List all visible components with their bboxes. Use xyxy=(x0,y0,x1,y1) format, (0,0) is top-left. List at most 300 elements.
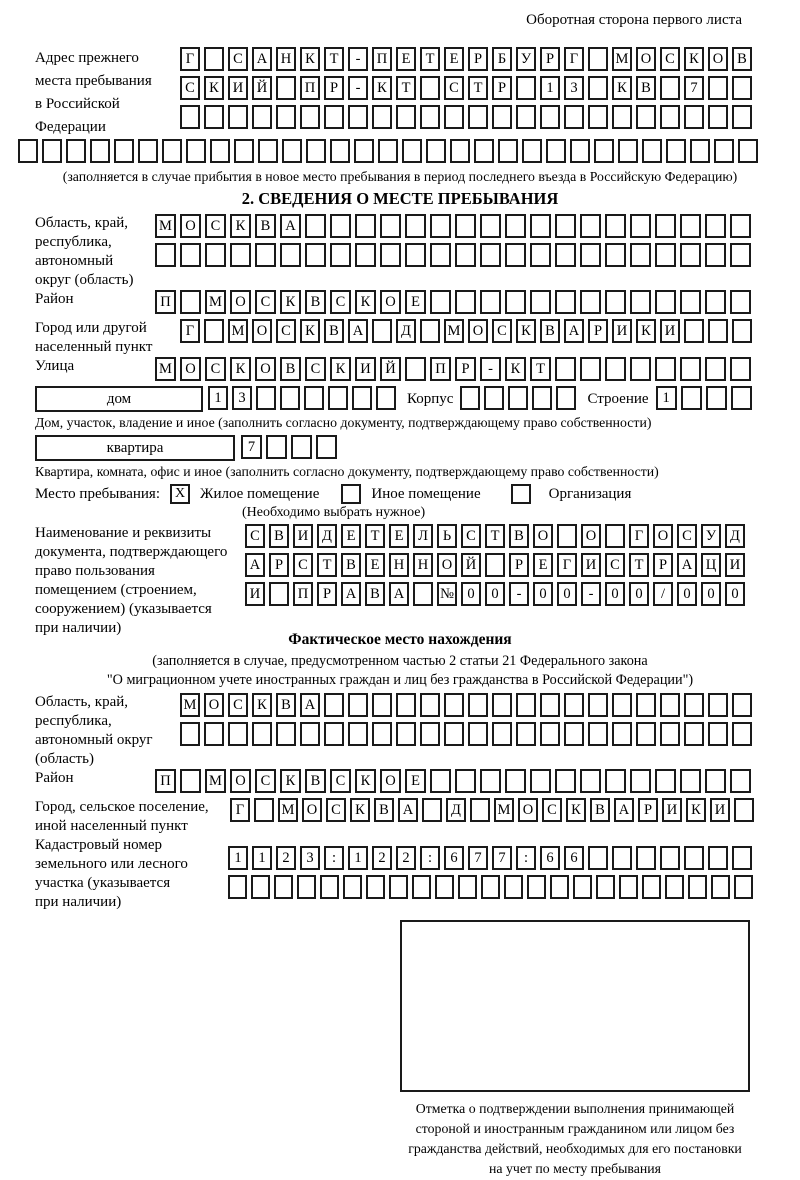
char-cell[interactable]: К xyxy=(636,319,656,343)
char-cell[interactable] xyxy=(180,243,201,267)
char-cell[interactable] xyxy=(612,693,632,717)
char-cell[interactable]: Т xyxy=(324,47,344,71)
char-cell[interactable] xyxy=(372,319,392,343)
char-cell[interactable] xyxy=(276,722,296,746)
char-cell[interactable] xyxy=(570,139,590,163)
char-cell[interactable]: С xyxy=(660,47,680,71)
char-cell[interactable] xyxy=(630,214,651,238)
char-cell[interactable] xyxy=(684,319,704,343)
char-cell[interactable]: 7 xyxy=(241,435,262,459)
char-cell[interactable] xyxy=(711,875,730,899)
char-cell[interactable] xyxy=(210,139,230,163)
char-cell[interactable] xyxy=(705,214,726,238)
char-cell[interactable]: С xyxy=(228,47,248,71)
char-cell[interactable]: Е xyxy=(533,553,553,577)
char-cell[interactable]: К xyxy=(505,357,526,381)
char-cell[interactable]: Д xyxy=(317,524,337,548)
char-cell[interactable]: С xyxy=(326,798,346,822)
char-cell[interactable]: О xyxy=(518,798,538,822)
char-cell[interactable]: 6 xyxy=(540,846,560,870)
char-cell[interactable]: У xyxy=(701,524,721,548)
char-cell[interactable] xyxy=(708,76,728,100)
char-cell[interactable] xyxy=(372,722,392,746)
char-cell[interactable] xyxy=(396,722,416,746)
char-cell[interactable]: 0 xyxy=(557,582,577,606)
checkbox-organizaciya[interactable] xyxy=(511,484,531,504)
char-cell[interactable] xyxy=(280,243,301,267)
char-cell[interactable] xyxy=(234,139,254,163)
char-cell[interactable] xyxy=(680,214,701,238)
char-cell[interactable] xyxy=(684,846,704,870)
char-cell[interactable]: Г xyxy=(180,319,200,343)
char-cell[interactable] xyxy=(422,798,442,822)
char-cell[interactable] xyxy=(480,290,501,314)
char-cell[interactable] xyxy=(680,290,701,314)
char-cell[interactable]: К xyxy=(300,47,320,71)
char-cell[interactable]: Й xyxy=(380,357,401,381)
char-cell[interactable]: - xyxy=(581,582,601,606)
char-cell[interactable]: К xyxy=(686,798,706,822)
char-cell[interactable] xyxy=(266,435,287,459)
char-cell[interactable] xyxy=(155,243,176,267)
char-cell[interactable] xyxy=(714,139,734,163)
char-cell[interactable]: А xyxy=(341,582,361,606)
char-cell[interactable] xyxy=(204,47,224,71)
char-cell[interactable]: С xyxy=(255,769,276,793)
char-cell[interactable]: Р xyxy=(468,47,488,71)
char-cell[interactable] xyxy=(706,386,727,410)
char-cell[interactable] xyxy=(655,357,676,381)
char-cell[interactable] xyxy=(324,722,344,746)
char-cell[interactable] xyxy=(684,722,704,746)
char-cell[interactable] xyxy=(274,875,293,899)
char-cell[interactable] xyxy=(665,875,684,899)
char-cell[interactable]: М xyxy=(155,357,176,381)
char-cell[interactable] xyxy=(435,875,454,899)
char-cell[interactable] xyxy=(681,386,702,410)
char-cell[interactable] xyxy=(564,722,584,746)
char-cell[interactable] xyxy=(276,76,296,100)
char-cell[interactable]: С xyxy=(245,524,265,548)
char-cell[interactable]: Т xyxy=(365,524,385,548)
char-cell[interactable] xyxy=(430,214,451,238)
char-cell[interactable]: М xyxy=(205,290,226,314)
char-cell[interactable] xyxy=(630,290,651,314)
char-cell[interactable] xyxy=(180,769,201,793)
char-cell[interactable] xyxy=(282,139,302,163)
char-cell[interactable]: Т xyxy=(396,76,416,100)
char-cell[interactable]: 0 xyxy=(533,582,553,606)
char-cell[interactable] xyxy=(444,693,464,717)
char-cell[interactable]: Т xyxy=(530,357,551,381)
char-cell[interactable] xyxy=(485,553,505,577)
char-cell[interactable] xyxy=(619,875,638,899)
char-cell[interactable]: В xyxy=(636,76,656,100)
char-cell[interactable] xyxy=(588,105,608,129)
char-cell[interactable]: О xyxy=(204,693,224,717)
char-cell[interactable]: № xyxy=(437,582,457,606)
char-cell[interactable] xyxy=(254,798,274,822)
char-cell[interactable]: К xyxy=(350,798,370,822)
char-cell[interactable]: Г xyxy=(564,47,584,71)
char-cell[interactable] xyxy=(228,875,247,899)
char-cell[interactable] xyxy=(455,243,476,267)
char-cell[interactable] xyxy=(162,139,182,163)
char-cell[interactable] xyxy=(180,290,201,314)
char-cell[interactable] xyxy=(396,693,416,717)
char-cell[interactable]: И xyxy=(355,357,376,381)
char-cell[interactable]: В xyxy=(280,357,301,381)
char-cell[interactable] xyxy=(492,105,512,129)
char-cell[interactable] xyxy=(705,357,726,381)
char-cell[interactable]: 3 xyxy=(300,846,320,870)
char-cell[interactable] xyxy=(660,76,680,100)
char-cell[interactable] xyxy=(546,139,566,163)
char-cell[interactable]: А xyxy=(389,582,409,606)
char-cell[interactable] xyxy=(732,319,752,343)
char-cell[interactable] xyxy=(420,319,440,343)
char-cell[interactable] xyxy=(291,435,312,459)
char-cell[interactable] xyxy=(556,386,576,410)
char-cell[interactable] xyxy=(688,875,707,899)
char-cell[interactable] xyxy=(660,722,680,746)
char-cell[interactable] xyxy=(636,722,656,746)
char-cell[interactable]: 2 xyxy=(372,846,392,870)
char-cell[interactable]: / xyxy=(653,582,673,606)
char-cell[interactable]: А xyxy=(300,693,320,717)
char-cell[interactable] xyxy=(732,846,752,870)
char-cell[interactable] xyxy=(269,582,289,606)
char-cell[interactable] xyxy=(468,105,488,129)
char-cell[interactable]: 3 xyxy=(564,76,584,100)
char-cell[interactable]: С xyxy=(444,76,464,100)
char-cell[interactable]: : xyxy=(324,846,344,870)
char-cell[interactable]: Р xyxy=(324,76,344,100)
char-cell[interactable]: О xyxy=(468,319,488,343)
char-cell[interactable]: А xyxy=(245,553,265,577)
char-cell[interactable]: 0 xyxy=(485,582,505,606)
char-cell[interactable]: А xyxy=(252,47,272,71)
char-cell[interactable]: 1 xyxy=(348,846,368,870)
char-cell[interactable]: 1 xyxy=(656,386,677,410)
char-cell[interactable]: Н xyxy=(276,47,296,71)
char-cell[interactable] xyxy=(564,105,584,129)
char-cell[interactable] xyxy=(256,386,276,410)
char-cell[interactable] xyxy=(484,386,504,410)
char-cell[interactable] xyxy=(734,798,754,822)
char-cell[interactable]: В xyxy=(341,553,361,577)
char-cell[interactable]: И xyxy=(725,553,745,577)
char-cell[interactable] xyxy=(355,214,376,238)
char-cell[interactable]: В xyxy=(324,319,344,343)
char-cell[interactable]: В xyxy=(269,524,289,548)
char-cell[interactable]: К xyxy=(330,357,351,381)
char-cell[interactable] xyxy=(304,386,324,410)
char-cell[interactable]: - xyxy=(509,582,529,606)
char-cell[interactable]: О xyxy=(180,214,201,238)
char-cell[interactable]: К xyxy=(280,769,301,793)
char-cell[interactable]: 1 xyxy=(252,846,272,870)
char-cell[interactable] xyxy=(348,722,368,746)
char-cell[interactable]: Р xyxy=(492,76,512,100)
char-cell[interactable]: Н xyxy=(389,553,409,577)
char-cell[interactable] xyxy=(555,357,576,381)
char-cell[interactable] xyxy=(555,214,576,238)
char-cell[interactable] xyxy=(348,693,368,717)
char-cell[interactable] xyxy=(474,139,494,163)
char-cell[interactable] xyxy=(588,47,608,71)
char-cell[interactable] xyxy=(405,243,426,267)
char-cell[interactable] xyxy=(505,214,526,238)
char-cell[interactable] xyxy=(564,693,584,717)
char-cell[interactable]: О xyxy=(302,798,322,822)
char-cell[interactable] xyxy=(205,243,226,267)
char-cell[interactable]: Г xyxy=(629,524,649,548)
char-cell[interactable] xyxy=(330,139,350,163)
char-cell[interactable]: П xyxy=(155,290,176,314)
char-cell[interactable]: С xyxy=(542,798,562,822)
char-cell[interactable] xyxy=(708,105,728,129)
char-cell[interactable]: К xyxy=(355,769,376,793)
char-cell[interactable]: 1 xyxy=(540,76,560,100)
char-cell[interactable]: П xyxy=(372,47,392,71)
char-cell[interactable] xyxy=(255,243,276,267)
char-cell[interactable] xyxy=(660,846,680,870)
char-cell[interactable] xyxy=(498,139,518,163)
char-cell[interactable] xyxy=(330,214,351,238)
char-cell[interactable]: М xyxy=(180,693,200,717)
char-cell[interactable]: Ь xyxy=(437,524,457,548)
char-cell[interactable]: Б xyxy=(492,47,512,71)
char-cell[interactable] xyxy=(228,105,248,129)
char-cell[interactable]: С xyxy=(330,290,351,314)
char-cell[interactable] xyxy=(492,722,512,746)
char-cell[interactable]: Е xyxy=(444,47,464,71)
char-cell[interactable] xyxy=(492,693,512,717)
char-cell[interactable] xyxy=(458,875,477,899)
char-cell[interactable] xyxy=(420,105,440,129)
char-cell[interactable]: К xyxy=(684,47,704,71)
char-cell[interactable]: П xyxy=(430,357,451,381)
char-cell[interactable]: И xyxy=(660,319,680,343)
char-cell[interactable] xyxy=(705,769,726,793)
char-cell[interactable]: И xyxy=(581,553,601,577)
char-cell[interactable] xyxy=(324,693,344,717)
char-cell[interactable]: Ц xyxy=(701,553,721,577)
char-cell[interactable] xyxy=(372,693,392,717)
char-cell[interactable] xyxy=(396,105,416,129)
char-cell[interactable] xyxy=(708,693,728,717)
char-cell[interactable]: М xyxy=(444,319,464,343)
char-cell[interactable] xyxy=(630,243,651,267)
char-cell[interactable]: И xyxy=(228,76,248,100)
char-cell[interactable] xyxy=(573,875,592,899)
char-cell[interactable] xyxy=(730,243,751,267)
char-cell[interactable]: М xyxy=(278,798,298,822)
char-cell[interactable] xyxy=(348,105,368,129)
char-cell[interactable]: С xyxy=(293,553,313,577)
char-cell[interactable]: У xyxy=(516,47,536,71)
char-cell[interactable]: К xyxy=(204,76,224,100)
checkbox-zhiloe[interactable]: X xyxy=(170,484,190,504)
char-cell[interactable] xyxy=(642,139,662,163)
char-cell[interactable] xyxy=(468,693,488,717)
char-cell[interactable]: - xyxy=(348,47,368,71)
char-cell[interactable]: К xyxy=(230,357,251,381)
char-cell[interactable]: О xyxy=(230,290,251,314)
char-cell[interactable] xyxy=(580,357,601,381)
char-cell[interactable]: И xyxy=(710,798,730,822)
char-cell[interactable] xyxy=(320,875,339,899)
char-cell[interactable]: Р xyxy=(269,553,289,577)
char-cell[interactable] xyxy=(516,693,536,717)
char-cell[interactable]: О xyxy=(230,769,251,793)
char-cell[interactable] xyxy=(636,105,656,129)
char-cell[interactable] xyxy=(636,693,656,717)
char-cell[interactable]: Т xyxy=(629,553,649,577)
char-cell[interactable] xyxy=(413,582,433,606)
char-cell[interactable]: Е xyxy=(405,290,426,314)
char-cell[interactable]: С xyxy=(180,76,200,100)
char-cell[interactable] xyxy=(470,798,490,822)
char-cell[interactable] xyxy=(642,875,661,899)
char-cell[interactable]: Р xyxy=(455,357,476,381)
char-cell[interactable] xyxy=(372,105,392,129)
char-cell[interactable]: О xyxy=(581,524,601,548)
char-cell[interactable] xyxy=(305,214,326,238)
char-cell[interactable]: А xyxy=(280,214,301,238)
char-cell[interactable] xyxy=(204,319,224,343)
char-cell[interactable] xyxy=(480,769,501,793)
char-cell[interactable] xyxy=(468,722,488,746)
char-cell[interactable] xyxy=(708,319,728,343)
char-cell[interactable] xyxy=(732,693,752,717)
char-cell[interactable] xyxy=(444,105,464,129)
char-cell[interactable] xyxy=(405,214,426,238)
char-cell[interactable] xyxy=(530,290,551,314)
char-cell[interactable] xyxy=(540,722,560,746)
char-cell[interactable]: С xyxy=(492,319,512,343)
char-cell[interactable]: Й xyxy=(461,553,481,577)
char-cell[interactable]: Т xyxy=(485,524,505,548)
char-cell[interactable] xyxy=(412,875,431,899)
char-cell[interactable]: М xyxy=(205,769,226,793)
char-cell[interactable] xyxy=(228,722,248,746)
char-cell[interactable]: В xyxy=(590,798,610,822)
char-cell[interactable]: В xyxy=(509,524,529,548)
char-cell[interactable] xyxy=(251,875,270,899)
char-cell[interactable]: С xyxy=(605,553,625,577)
char-cell[interactable]: В xyxy=(305,769,326,793)
char-cell[interactable] xyxy=(354,139,374,163)
char-cell[interactable] xyxy=(405,357,426,381)
char-cell[interactable]: Г xyxy=(557,553,577,577)
char-cell[interactable]: О xyxy=(252,319,272,343)
char-cell[interactable] xyxy=(328,386,348,410)
char-cell[interactable]: С xyxy=(461,524,481,548)
char-cell[interactable]: Е xyxy=(341,524,361,548)
char-cell[interactable] xyxy=(655,243,676,267)
char-cell[interactable]: Е xyxy=(389,524,409,548)
char-cell[interactable] xyxy=(343,875,362,899)
char-cell[interactable]: С xyxy=(330,769,351,793)
char-cell[interactable]: 7 xyxy=(492,846,512,870)
char-cell[interactable]: Н xyxy=(413,553,433,577)
char-cell[interactable] xyxy=(114,139,134,163)
char-cell[interactable] xyxy=(530,243,551,267)
char-cell[interactable]: Р xyxy=(540,47,560,71)
char-cell[interactable] xyxy=(660,105,680,129)
char-cell[interactable] xyxy=(430,769,451,793)
char-cell[interactable] xyxy=(402,139,422,163)
char-cell[interactable]: 3 xyxy=(232,386,252,410)
char-cell[interactable]: А xyxy=(564,319,584,343)
char-cell[interactable] xyxy=(580,214,601,238)
char-cell[interactable] xyxy=(555,769,576,793)
char-cell[interactable]: С xyxy=(205,357,226,381)
checkbox-inoe[interactable] xyxy=(341,484,361,504)
char-cell[interactable] xyxy=(297,875,316,899)
char-cell[interactable]: И xyxy=(245,582,265,606)
char-cell[interactable]: В xyxy=(732,47,752,71)
char-cell[interactable]: И xyxy=(293,524,313,548)
char-cell[interactable]: Р xyxy=(588,319,608,343)
char-cell[interactable]: К xyxy=(230,214,251,238)
char-cell[interactable]: К xyxy=(280,290,301,314)
char-cell[interactable] xyxy=(186,139,206,163)
char-cell[interactable] xyxy=(508,386,528,410)
char-cell[interactable] xyxy=(252,722,272,746)
char-cell[interactable]: О xyxy=(653,524,673,548)
char-cell[interactable] xyxy=(204,105,224,129)
char-cell[interactable] xyxy=(732,76,752,100)
char-cell[interactable] xyxy=(252,105,272,129)
char-cell[interactable]: 6 xyxy=(444,846,464,870)
char-cell[interactable] xyxy=(352,386,372,410)
char-cell[interactable]: О xyxy=(380,769,401,793)
char-cell[interactable]: В xyxy=(255,214,276,238)
char-cell[interactable] xyxy=(389,875,408,899)
char-cell[interactable] xyxy=(18,139,38,163)
char-cell[interactable] xyxy=(380,214,401,238)
char-cell[interactable] xyxy=(480,214,501,238)
char-cell[interactable] xyxy=(481,875,500,899)
char-cell[interactable] xyxy=(330,243,351,267)
char-cell[interactable]: К xyxy=(300,319,320,343)
char-cell[interactable] xyxy=(708,722,728,746)
char-cell[interactable]: К xyxy=(355,290,376,314)
char-cell[interactable] xyxy=(555,243,576,267)
char-cell[interactable] xyxy=(280,386,300,410)
char-cell[interactable]: 6 xyxy=(564,846,584,870)
char-cell[interactable] xyxy=(666,139,686,163)
char-cell[interactable] xyxy=(605,214,626,238)
char-cell[interactable]: В xyxy=(374,798,394,822)
char-cell[interactable]: С xyxy=(205,214,226,238)
char-cell[interactable] xyxy=(690,139,710,163)
char-cell[interactable] xyxy=(230,243,251,267)
char-cell[interactable] xyxy=(505,769,526,793)
char-cell[interactable] xyxy=(588,76,608,100)
char-cell[interactable] xyxy=(738,139,758,163)
char-cell[interactable]: Г xyxy=(180,47,200,71)
char-cell[interactable]: К xyxy=(372,76,392,100)
char-cell[interactable] xyxy=(455,214,476,238)
char-cell[interactable] xyxy=(655,769,676,793)
char-cell[interactable] xyxy=(276,105,296,129)
char-cell[interactable] xyxy=(480,243,501,267)
char-cell[interactable]: Е xyxy=(396,47,416,71)
